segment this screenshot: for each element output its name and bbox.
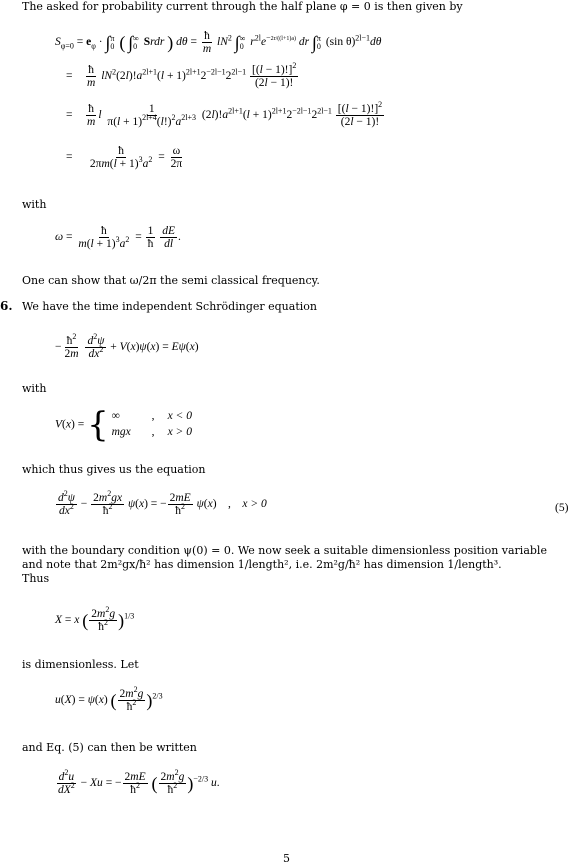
section-number: 6. (0, 299, 13, 313)
intro-sentence: The asked for probability current through the half plane φ = 0 is then given by (22, 0, 463, 13)
schrodinger-equation: − $\frac{ħ^2}{2m}$ $\frac{d^2\psi}{dx^2}$ + V(x)ψ(x) = Eψ(x) (55, 332, 199, 361)
potential-case-1-condition: x < 0 (167, 410, 192, 423)
potential-case-2-value: mgx (111, 426, 131, 438)
equation-5-number: (5) (555, 502, 569, 514)
with-text-2: with (22, 382, 47, 395)
semi-classical-text: One can show that ω/2π the semi classical frequency. (22, 274, 320, 287)
final-equation: $\frac{d^2u}{dX^2}$ − Xu = − $\frac{2mE}{ħ^2}$ ( $\frac{2m^2g}{ħ^2}$ )$^{-2/3}$ u. (58, 768, 220, 797)
equation-s-line-2: = $\frac{ħ}{m}$ $lN^2(2l)!a^{2l+1}(l + 1)^{2l+1}2^{-2l-1}2^{2l-1}$ $\frac{[(l - 1)!]^2}{(2l - 1)!}$ (66, 61, 297, 90)
eq5-written-text: and Eq. (5) can then be written (22, 741, 197, 754)
potential-definition: V(x) = { ∞ , x < 0 mgx , x > 0 (55, 408, 228, 442)
with-text-1: with (22, 198, 47, 211)
equation-5-condition: x > 0 (242, 498, 267, 511)
bc-paragraph-line-3: Thus (22, 572, 50, 585)
potential-case-1-value: ∞ (111, 410, 120, 423)
section-intro: We have the time independent Schrödinger equation (22, 300, 317, 313)
equation-5: $\frac{d^2\psi}{dx^2}$ − $\frac{2m^2gx}{ħ^2}$ ψ(x) = − $\frac{2mE}{ħ^2}$ ψ(x) , x > 0 (58, 489, 267, 518)
which-gives-text: which thus gives us the equation (22, 463, 206, 476)
potential-case-2-condition: x > 0 (167, 426, 192, 438)
omega-definition: ω = $\frac{ħ}{m(l + 1)^3a^2}$ = $\frac{1}{ħ}$ $\frac{dE}{dl}$ . (55, 225, 181, 251)
x-definition: X = x ( $\frac{2m^2g}{ħ^2}$ )$^{1/3}$ (55, 605, 135, 634)
page-number: 5 (283, 852, 290, 865)
equation-s-line-4: = $\frac{ħ}{2\pi m(l + 1)^3a^2}$ = $\frac{\omega}{2\pi}$ (66, 145, 183, 171)
equation-s-line-3: = $\frac{ħ}{m}$ l $\frac{1}{\pi(l + 1)^{2l+4}(l!)^2a^{2l+3}}$ $(2l)!a^{2l+1}(l + 1)^{2l+1}2^{-2l-1}2^{2l-1}$ $\frac{[(l - 1)!]^2}{(2l - 1)!}$ (66, 100, 383, 129)
bc-paragraph-line-1: with the boundary condition ψ(0) = 0. We now seek a suitable dimensionless position variable (22, 544, 547, 557)
bc-paragraph-line-2: and note that 2m²gx/ħ² has dimension 1/length², i.e. 2m²g/ħ² has dimension 1/length³. (22, 558, 502, 571)
is-dimensionless-text: is dimensionless. Let (22, 658, 139, 671)
equation-s-line-1: $S_{\varphi=0} = e_\varphi$ · ∫ π 0 ( ∫ ∞ 0 Srdr ) dθ = $\frac{ħ}{m}$ $lN^2$ ∫ ∞ 0 $r^{2l}e^{-2r/((l+1)a)}$ dr ∫ π 0 (sin θ)$^{2l-1}$dθ (55, 30, 382, 56)
u-definition: u(X) = ψ(x) ( $\frac{2m^2g}{ħ^2}$ )$^{2/3}$ (55, 685, 163, 714)
